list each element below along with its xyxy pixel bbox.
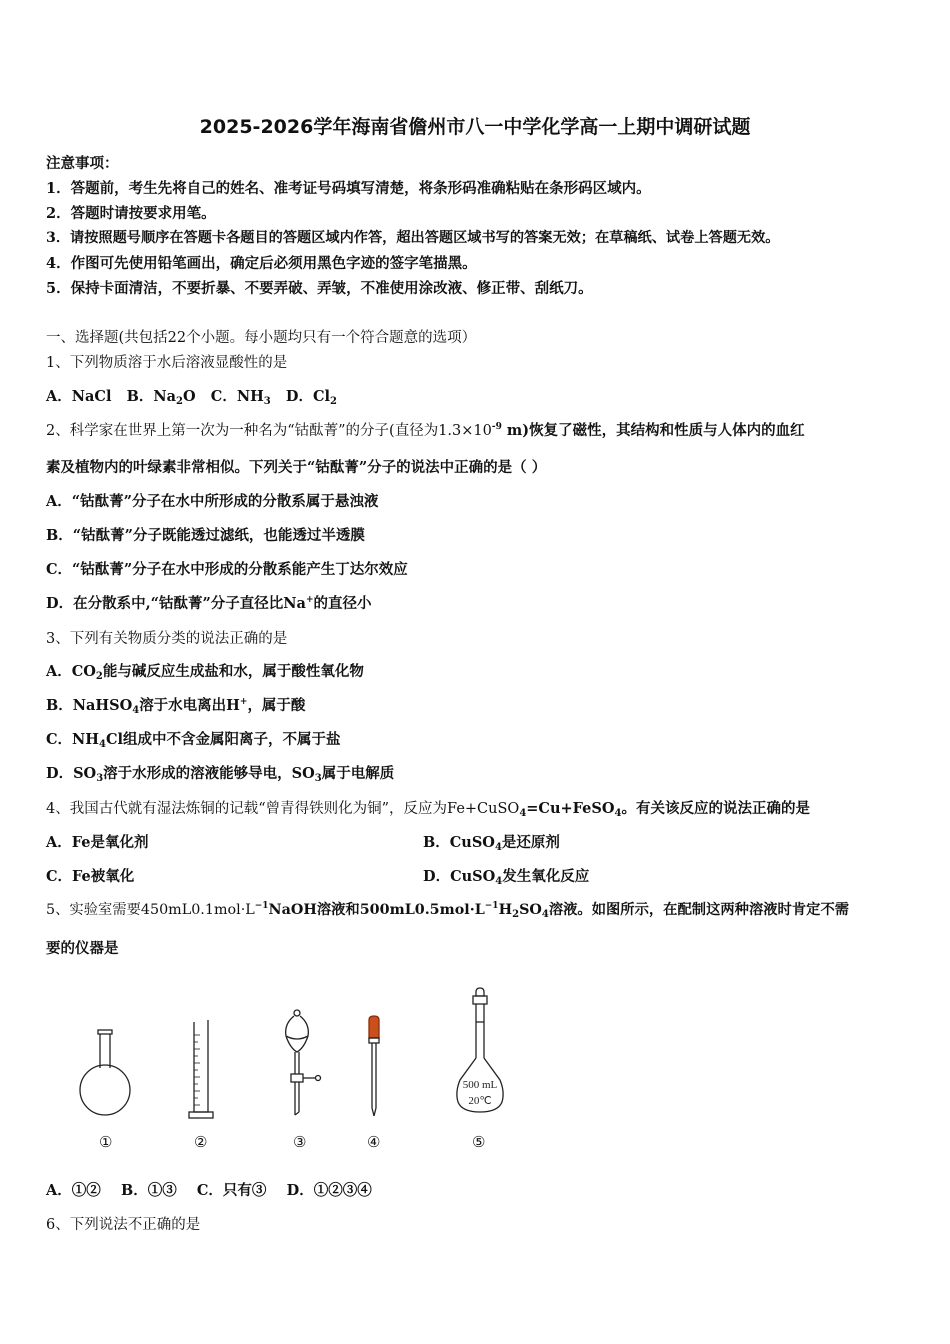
- option-b: B．NaHSO$_4$溶于水电离出H+，属于酸: [46, 697, 306, 716]
- option-d: D．Cl: [285, 388, 331, 405]
- option-c: C．$NH_4Cl$组成中不含金属阳离子，不属于盐: [46, 731, 341, 750]
- notice-item: 5．保持卡面清洁，不要折暴、不要弄破、弄皱，不准使用涂改液、修正带、刮纸刀。: [46, 280, 593, 297]
- option-b: B．Na: [126, 388, 177, 405]
- round-bottom-flask-icon: [80, 1030, 130, 1115]
- question-1-stem: 1、下列物质溶于水后溶液显酸性的是: [46, 355, 288, 371]
- notice-heading: 注意事项：: [46, 155, 119, 172]
- question-4-stem: 4、我国古代就有湿法炼铜的记载“曾青得铁则化为铜”，反应为Fe+CuSO$_4$=Cu+FeSO$_4$。有关该反应的说法正确的是: [46, 800, 810, 819]
- option-c: C．Fe被氧化: [46, 868, 135, 885]
- separatory-funnel-icon: [286, 1010, 321, 1115]
- option-a: A．$CO_2$能与碱反应生成盐和水，属于酸性氧化物: [46, 663, 364, 682]
- question-6-stem: 6、下列说法不正确的是: [46, 1217, 201, 1233]
- option-d: D．CuSO$_4$发生氧化反应: [423, 868, 590, 887]
- apparatus-label-5: ⑤: [472, 1133, 486, 1151]
- notice-item: 2．答题时请按要求用笔。: [46, 205, 216, 222]
- option-a: A．NaCl: [46, 388, 112, 405]
- apparatus-label-2: ②: [194, 1133, 208, 1151]
- option-d: D．$SO_3$溶于水形成的溶液能够导电，$SO_3$属于电解质: [46, 765, 395, 784]
- page-title: 2025-2026学年海南省儋州市八一中学化学高一上期中调研试题: [199, 116, 751, 138]
- apparatus-label-3: ③: [293, 1133, 307, 1151]
- flask-volume-label: 500 mL: [462, 1079, 498, 1091]
- option-a: A．Fe是氧化剂: [46, 834, 149, 851]
- question-3-stem: 3、下列有关物质分类的说法正确的是: [46, 631, 288, 647]
- flask-temp-label: 20℃: [468, 1095, 492, 1107]
- notice-item: 3．请按照题号顺序在答题卡各题目的答题区域内作答，超出答题区域书写的答案无效；在草稿纸、试卷上答题无效。: [46, 230, 780, 246]
- apparatus-label-1: ①: [99, 1133, 113, 1151]
- dropper-icon: [369, 1016, 379, 1116]
- volumetric-flask-icon: [457, 988, 503, 1112]
- question-2-stem: 2、科学家在世界上第一次为一种名为“钴酞菁”的分子(直径为$1.3\times 10^{-9}$ m)恢复了磁性，其结构和性质与人体内的血红: [46, 422, 805, 439]
- section-heading: 一、选择题(共包括22个小题。每小题均只有一个符合题意的选项）: [46, 330, 477, 346]
- option-a: A．“钴酞菁”分子在水中所形成的分散系属于悬浊液: [46, 493, 379, 510]
- notice-item: 1．答题前，考生先将自己的姓名、准考证号码填写清楚，将条形码准确粘贴在条形码区域内。: [46, 180, 651, 197]
- question-4-options-row1: [46, 831, 906, 852]
- apparatus-label-4: ④: [367, 1133, 381, 1151]
- notice-item: 4．作图可先使用铅笔画出，确定后必须用黑色字迹的签字笔描黑。: [46, 255, 477, 272]
- option-d: D．在分散系中,“钴酞菁”分子直径比Na+的直径小: [46, 595, 372, 612]
- question-2-stem-cont: 素及植物内的叶绿素非常相似。下列关于“钴酞菁”分子的说法中正确的是（ ）: [46, 459, 547, 476]
- question-5-stem: 5、实验室需要$450mL0.1mol\cdot L^{-1}NaOH$溶液和$500mL0.5mol\cdot L^{-1}H_2SO_4$溶液。如图所示，在配制这两种溶液时肯定不需: [46, 901, 850, 920]
- question-5-stem-cont: 要的仪器是: [46, 940, 119, 957]
- option-c: C．“钴酞菁”分子在水中形成的分散系能产生丁达尔效应: [46, 561, 408, 578]
- question-4-options-row2: [46, 865, 906, 886]
- graduated-cylinder-icon: [189, 1020, 213, 1118]
- question-5-options: A．①② B．①③ C．只有③ D．①②③④: [46, 1182, 372, 1199]
- option-b: B．CuSO$_4$是还原剂: [423, 834, 560, 853]
- question-1-options: A．NaCl B．$Na_2O$ C．$NH_3$ D．$Cl_2$: [46, 388, 337, 407]
- option-b: B．“钴酞菁”分子既能透过滤纸，也能透过半透膜: [46, 527, 365, 544]
- option-c: C．NH: [210, 388, 264, 405]
- lab-apparatus-figure: [60, 980, 530, 1155]
